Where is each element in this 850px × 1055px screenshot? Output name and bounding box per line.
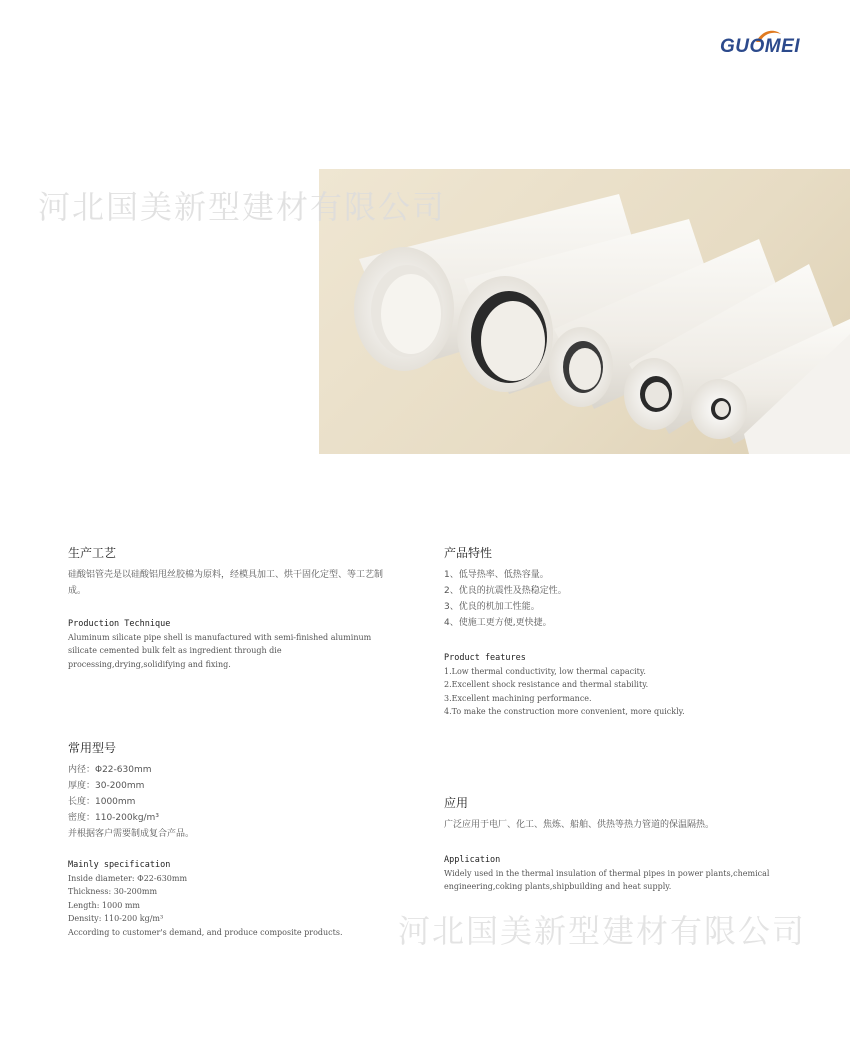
spec-list-en	[68, 872, 408, 939]
application-body-cn: 广泛应用于电厂、化工、焦炼、船舶、供热等热力管道的保温隔热。	[444, 820, 715, 830]
features-item-en: 1.Low thermal conductivity, low thermal capacity.	[444, 667, 646, 676]
application-body-en: Widely used in the thermal insulation of thermal pipes in power plants,chemical engineering,coking plants,shipbuilding and heat supply.	[444, 869, 770, 892]
company-logo	[720, 30, 812, 62]
spec-item-cn: 内径：Φ22-630mm	[68, 765, 152, 775]
spec-section	[68, 739, 408, 939]
production-title-en: Production Technique	[68, 619, 171, 629]
features-item-en: 3.Excellent machining performance.	[444, 693, 592, 703]
features-list-cn	[444, 567, 784, 631]
production-title-cn: 生产工艺	[68, 546, 117, 560]
features-section	[444, 544, 784, 719]
spec-title-en: Mainly specification	[68, 860, 171, 870]
spec-title-cn: 常用型号	[68, 741, 117, 755]
features-title-en: Product features	[444, 653, 526, 663]
features-list-en	[444, 665, 784, 719]
spec-item-en: Inside diameter: Φ22-630mm	[68, 874, 188, 883]
application-title-cn: 应用	[444, 796, 469, 810]
spec-item-cn: 并根据客户需要制成复合产品。	[68, 829, 195, 839]
spec-item-en: Length: 1000 mm	[68, 900, 140, 910]
application-title-en: Application	[444, 855, 501, 865]
production-section	[68, 544, 398, 671]
features-item-cn: 1、低导热率、低热容量。	[444, 570, 549, 580]
application-section	[444, 794, 774, 894]
production-body-cn: 硅酸铝管壳是以硅酸铝甩丝胶棉为原料，经模具加工、烘干固化定型、等工艺制成。	[68, 570, 384, 596]
spec-item-cn: 厚度：30-200mm	[68, 781, 145, 791]
company-watermark-bottom: 河北国美新型建材有限公司	[398, 912, 807, 950]
spec-item-en: Thickness: 30-200mm	[68, 887, 158, 897]
features-item-en: 4.To make the construction more convenient, more quickly.	[444, 707, 685, 717]
logo-text: GUOMEI	[720, 36, 801, 57]
spec-item-en: Density: 110-200 kg/m³	[68, 914, 164, 924]
features-item-en: 2.Excellent shock resistance and thermal stability.	[444, 680, 649, 690]
features-item-cn: 2、优良的抗震性及热稳定性。	[444, 586, 567, 596]
features-item-cn: 4、使施工更方便,更快捷。	[444, 618, 552, 628]
company-watermark-top: 河北国美新型建材有限公司	[38, 188, 447, 226]
spec-list-cn	[68, 762, 408, 842]
features-item-cn: 3、优良的机加工性能。	[444, 602, 540, 612]
features-title-cn: 产品特性	[444, 546, 493, 560]
spec-item-cn: 长度：1000mm	[68, 797, 136, 807]
spec-item-cn: 密度：110-200kg/m³	[68, 813, 159, 823]
spec-item-en: According to customer's demand, and produce composite products.	[68, 927, 343, 937]
production-body-en: Aluminum silicate pipe shell is manufactured with semi-finished aluminum silicate cemented bulk felt as ingredient through die processing,drying,solidifying and fixing.	[68, 633, 372, 669]
